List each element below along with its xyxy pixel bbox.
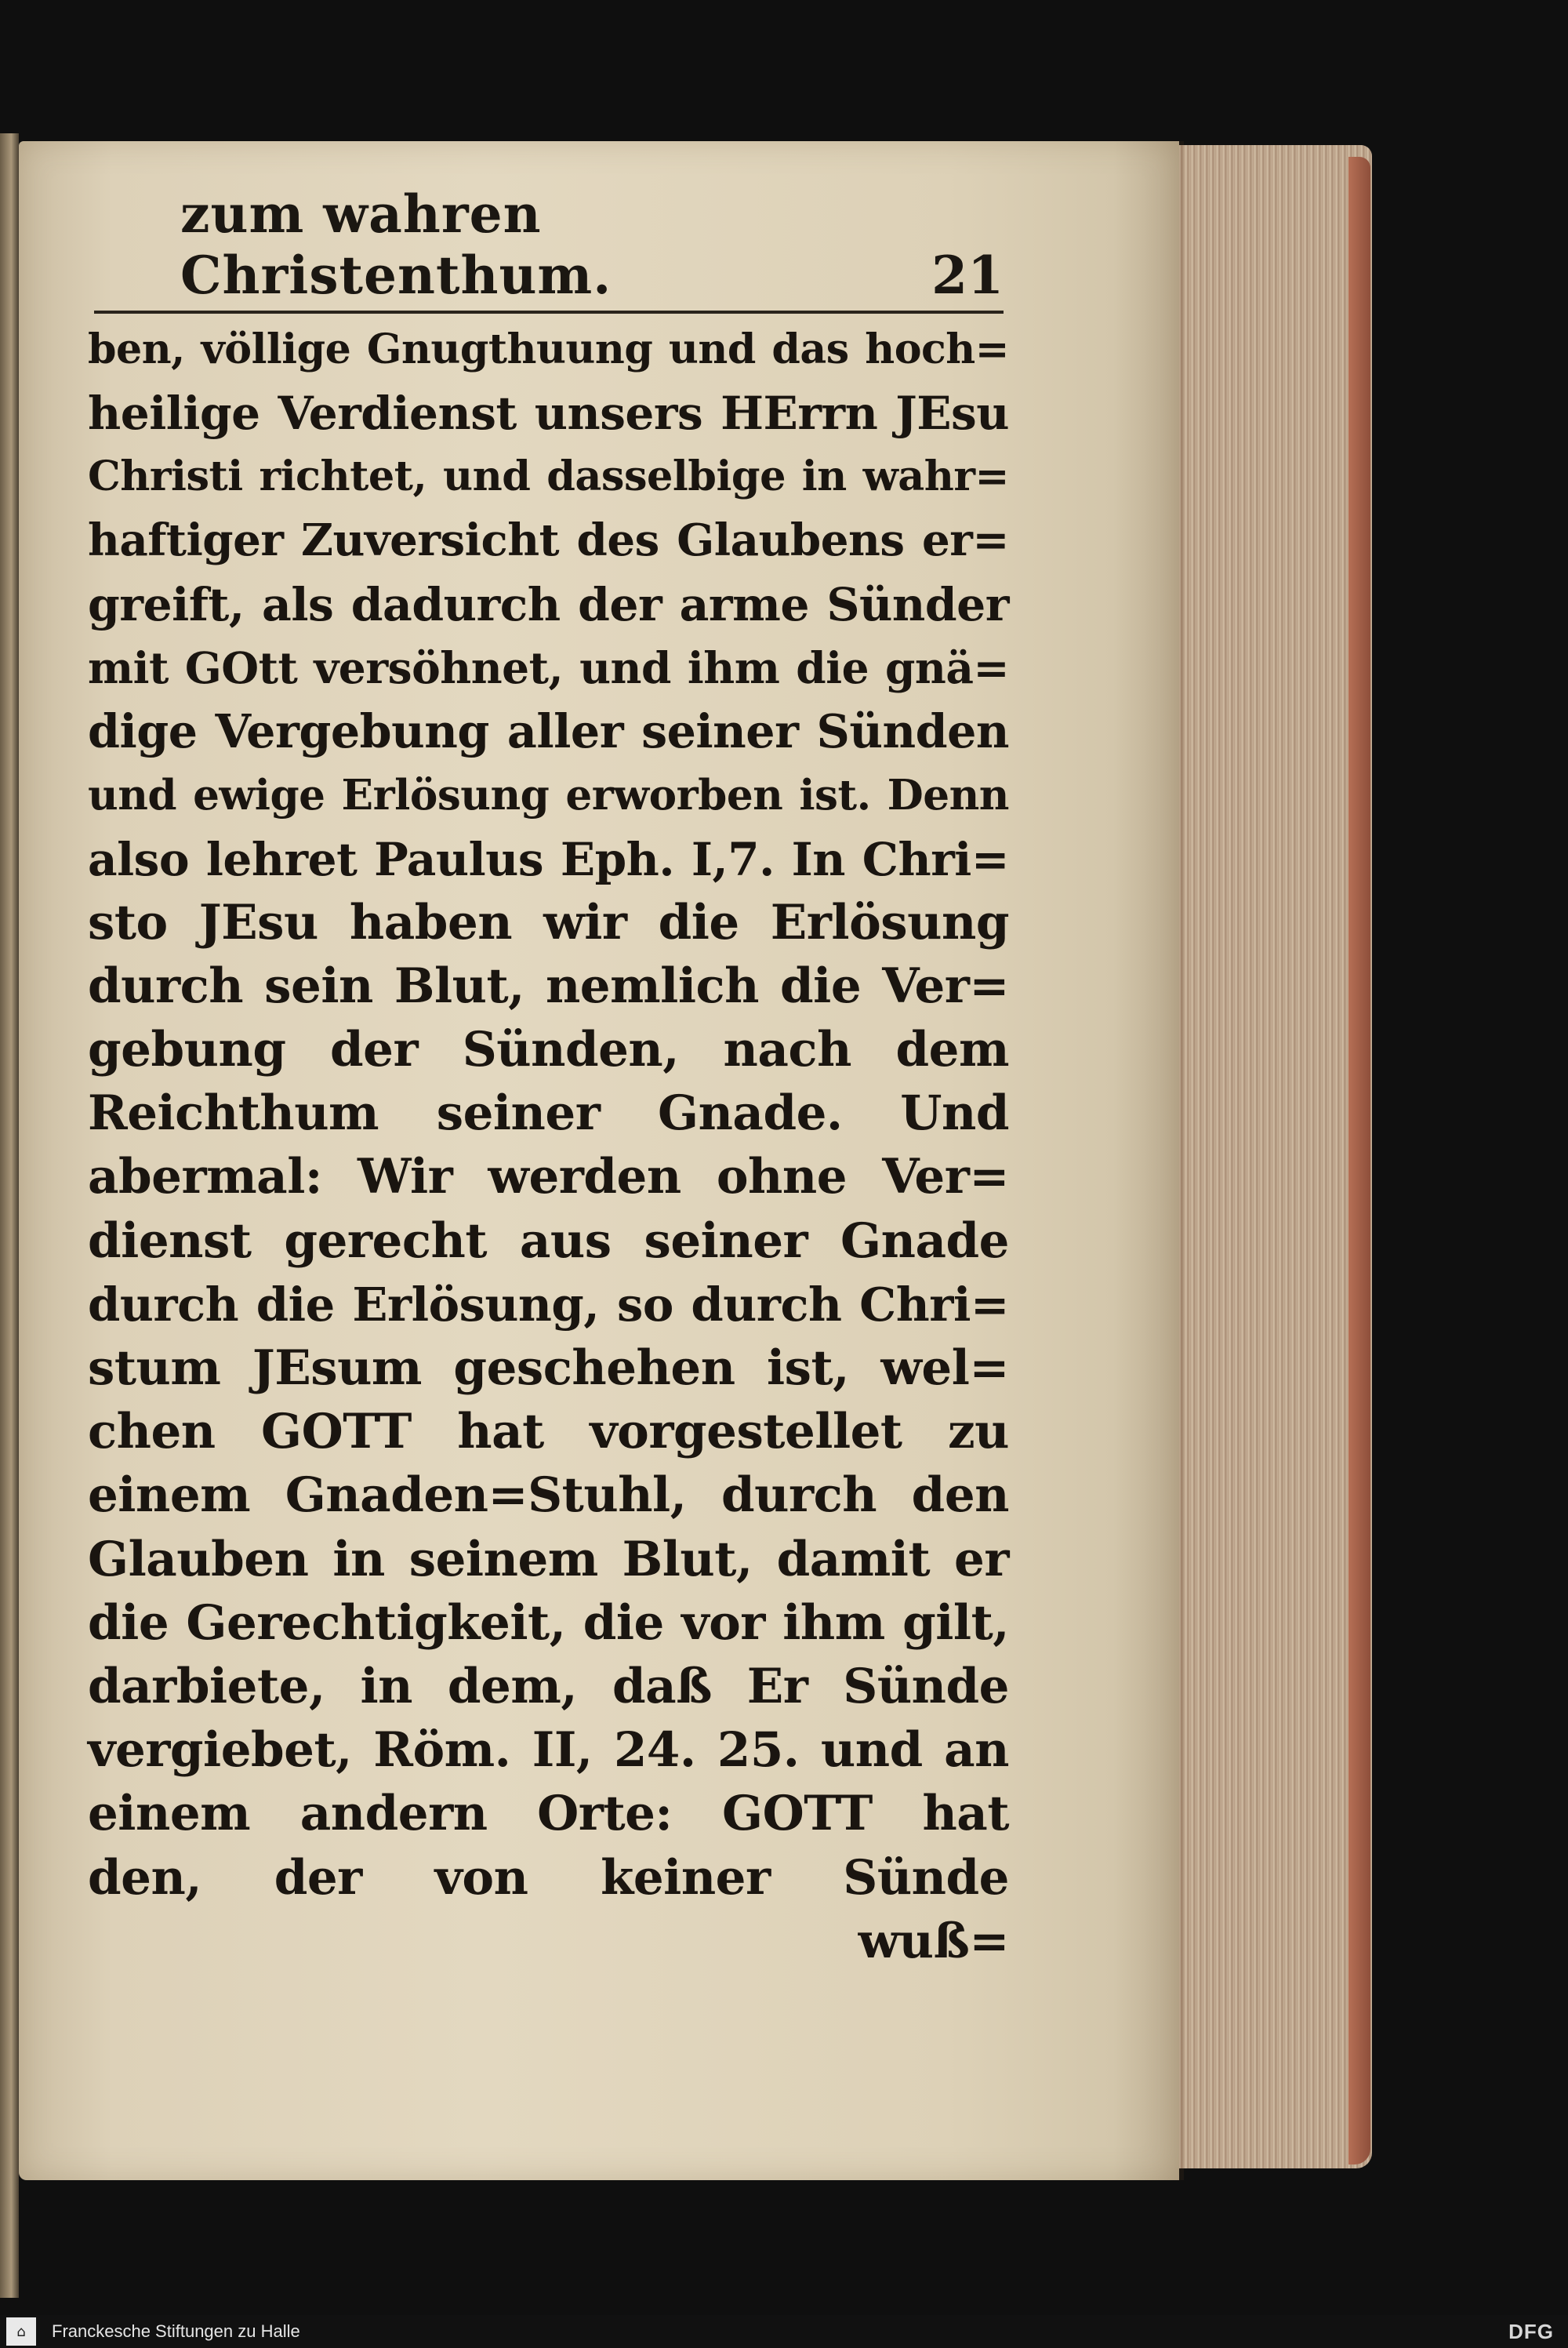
text-line: also lehret Paulus Eph. I,7. In Chri= (88, 831, 1009, 886)
book-page-edges (1152, 145, 1372, 2168)
text-line: einem andern Orte: GOTT hat (88, 1786, 1009, 1842)
text-line: Christi richtet, und dasselbige in wahr= (88, 453, 1009, 501)
header-rule (94, 311, 1004, 314)
text-line: stum JEsum geschehen ist, wel= (88, 1340, 1009, 1396)
text-line: dienst gerecht aus seiner Gnade (88, 1212, 1009, 1269)
text-line: gebung der Sünden, nach dem (88, 1022, 1009, 1078)
text-line: einem Gnaden=Stuhl, durch den (88, 1467, 1009, 1524)
text-line: abermal: Wir werden ohne Ver= (88, 1149, 1009, 1205)
text-line: durch sein Blut, nemlich die Ver= (88, 958, 1009, 1014)
running-head-title: zum wahren Christenthum. (180, 184, 612, 306)
dfg-logo: DFG (1508, 2319, 1554, 2343)
text-line: durch die Erlösung, so durch Chri= (88, 1276, 1009, 1332)
institution-logo-icon: ⌂ (6, 2317, 36, 2346)
text-line: sto JEsu haben wir die Erlösung (88, 894, 1009, 950)
page-number: 21 (931, 245, 1004, 306)
page-gutter-shade (1113, 141, 1184, 2180)
text-line: darbiete, in dem, daß Er Sünde (88, 1658, 1009, 1714)
text-line: chen GOTT hat vorgestellet zu (88, 1404, 1009, 1460)
text-line: greift, als dadurch der arme Sünder (88, 576, 1009, 631)
text-line: und ewige Erlösung erworben ist. Denn (88, 770, 1009, 820)
text-line: dige Vergebung aller seiner Sünden (88, 704, 1009, 759)
institution-name: Franckesche Stiftungen zu Halle (52, 2321, 300, 2341)
viewer-footer (0, 2315, 1568, 2348)
text-line: haftiger Zuversicht des Glaubens er= (88, 514, 1009, 566)
text-line: vergiebet, Röm. II, 24. 25. und an (88, 1722, 1009, 1779)
text-line: heilige Verdienst unsers HErrn JEsu (88, 386, 1009, 441)
text-line: ben, völlige Gnugthuung und das hoch= (88, 325, 1009, 373)
book-edge-color (1348, 157, 1370, 2164)
text-line: die Gerechtigkeit, die vor ihm gilt, (88, 1594, 1009, 1651)
facing-page-edge (0, 133, 19, 2298)
text-line: den, der von keiner Sünde (88, 1849, 1009, 1906)
text-line: Glauben in seinem Blut, damit er (88, 1531, 1009, 1587)
body-text (88, 318, 1009, 1973)
text-line: wuß= (858, 1913, 1009, 1969)
text-line: mit GOtt versöhnet, und ihm die gnä= (88, 642, 1009, 693)
text-line: Reichthum seiner Gnade. Und (88, 1085, 1009, 1142)
running-head (94, 184, 1004, 306)
